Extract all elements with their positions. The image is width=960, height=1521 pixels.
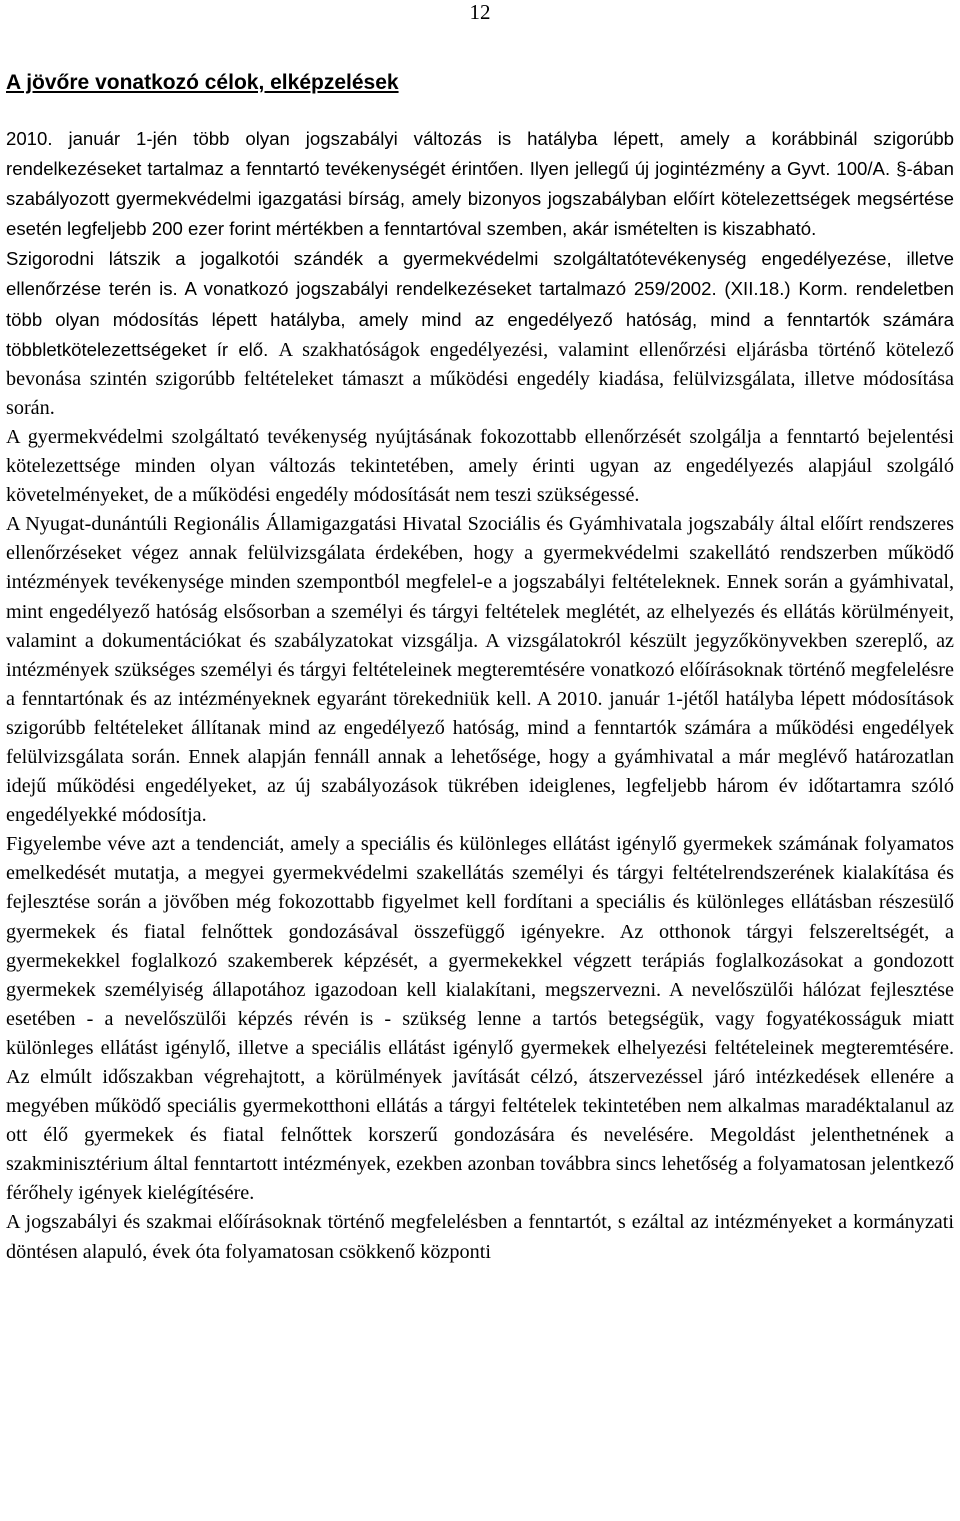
paragraph-new-regulations bbox=[6, 124, 954, 244]
paragraph-text: A szakhatóságok engedélyezési, valamint ellenőrzési eljárásba történő kötelező bevonása szintén szigorúbb feltételeket támaszt a működési engedély kiadása, felülvizsgálata, illetve módosítása során. bbox=[6, 338, 955, 419]
paragraph-licensing-control bbox=[6, 244, 954, 423]
paragraph-reporting-obligation bbox=[6, 423, 954, 510]
paragraph-text: A gyermekvédelmi szolgáltató tevékenység nyújtásának fokozottabb ellenőrzését szolgálja a fenntartó bejelentési kötelezettsége minden olyan változás tekintetében, amely érinti ugyan az engedélyezés alapjául szolgáló követelményeket, de a működési engedély módosítását nem teszi szükségessé. bbox=[6, 425, 954, 507]
paragraph-text: 2010. január 1-jén több olyan jogszabályi változás is hatályba lépett, amely a korábbinál szigorúbb rendelkezéseket tartalmaz a fenntartó tevékenységét érintően. Ilyen jellegű új jogintézmény a Gyvt. 100/A. §-ában szabályozott gyermekvédelmi igazgatási bírság, amely bizonyos jogszabályban előírt kötelezettségek megsértése esetén legfeljebb 200 ezer forint mértékben a fenntartóval szemben, akár ismételten is kiszabható. bbox=[6, 128, 954, 240]
section-heading: A jövőre vonatkozó célok, elképzelések bbox=[6, 71, 399, 94]
document-body bbox=[6, 124, 954, 1267]
paragraph-guardianship-office bbox=[6, 510, 954, 830]
paragraph-text: A Nyugat-dunántúli Regionális Államigazgatási Hivatal Szociális és Gyámhivatala jogszabály által előírt rendszeres ellenőrzéseket végez annak felülvizsgálata érdekében, hogy a gyermekvédelmi szakellátó rendszerben működő intézmények tevékenysége minden szempontból megfelel-e a jogszabályi feltételeknek. Ennek során a gyámhivatal, mint engedélyező hatóság elsősorban a személyi és tárgyi feltételek meglétét, az elhelyezés és ellátás körülményeit, valamint a dokumentációkat és szabályzatokat vizsgálja. A vizsgálatokról készült jegyzőkönyvekben szereplő, az intézmények szükséges személyi és tárgyi feltételeinek megteremtésére vonatkozó előírásoknak történő megfelelésre a fenntartónak és az intézményeknek egyaránt törekedniük kell. A 2010. január 1-jétől hatályba lépett módosítások szigorúbb feltételeket állítanak mind az engedélyező hatóság, mind a fenntartók számára a működési engedélyek felülvizsgálata során. Ennek alapján fennáll annak a lehetősége, hogy a gyámhivatal a már meglévő határozatlan idejű működési engedélyeket, az új szabályozások tükrében ideiglenes, legfeljebb három év időtartamra szóló engedélyekké módosítja. bbox=[6, 513, 954, 827]
page-number: 12 bbox=[469, 0, 491, 24]
paragraph-text: Szigorodni látszik a jogalkotói szándék a gyermekvédelmi szolgáltatótevékenység engedélyezése, illetve ellenőrzése terén is. A vonatkozó jogszabályi rendelkezéseket tartalmazó 259/2002. (XII.18.) Korm. rendeletben több olyan módosítás lépett hatályba, amely mind az engedélyező hatóság, mind a fenntartók számára többletkötelezettségeket ír elő. bbox=[6, 248, 954, 360]
paragraph-special-care bbox=[6, 830, 954, 1208]
paragraph-text: Figyelembe véve azt a tendenciát, amely a speciális és különleges ellátást igénylő gyermekek számának folyamatos emelkedését mutatja, a megyei gyermekvédelmi szakellátás személyi és tárgyi feltételrendszerének kialakítása és fejlesztése során a jövőben még fokozottabb figyelmet kell fordítani a speciális és különleges ellátásban részesülő gyermekek és fiatal felnőttek gondozásával összefüggő igényekre. Az otthonok tárgyi felszereltségét, a gyermekekkel foglalkozó szakemberek képzését, a gyermekekkel végzett terápiás foglalkozásokat a gondozott gyermekek személyiség állapotához igazodoan kell kialakítani, megszervezni. A nevelőszülői hálózat fejlesztése esetében - a nevelőszülői képzés révén is - szükség lenne a tartós betegségük, vagy fogyatékosságuk miatt különleges ellátást igénylő, illetve a speciális ellátást igénylő gyermekek elhelyezési feltételeinek megteremtésére. Az elmúlt időszakban végrehajtott, a körülmények javítását célzó, átszervezéssel járó intézkedések ellenére a megyében működő speciális gyermekotthoni ellátás a tárgyi feltételek tekintetében nem alkalmas maradéktalanul az ott élő gyermekek és fiatal felnőttek korszerű gondozására és nevelésére. Megoldást jelenthetnének a szakminisztérium által fenntartott intézmények, ezekben azonban továbbra sincs lehetőség a folyamatosan jelentkező férőhely igények kielégítésére. bbox=[6, 833, 954, 1205]
paragraph-text: A jogszabályi és szakmai előírásoknak történő megfelelésben a fenntartót, s ezáltal az intézményeket a kormányzati döntésen alapuló, évek óta folyamatosan csökkenő központi bbox=[6, 1211, 954, 1263]
paragraph-compliance bbox=[6, 1208, 954, 1266]
